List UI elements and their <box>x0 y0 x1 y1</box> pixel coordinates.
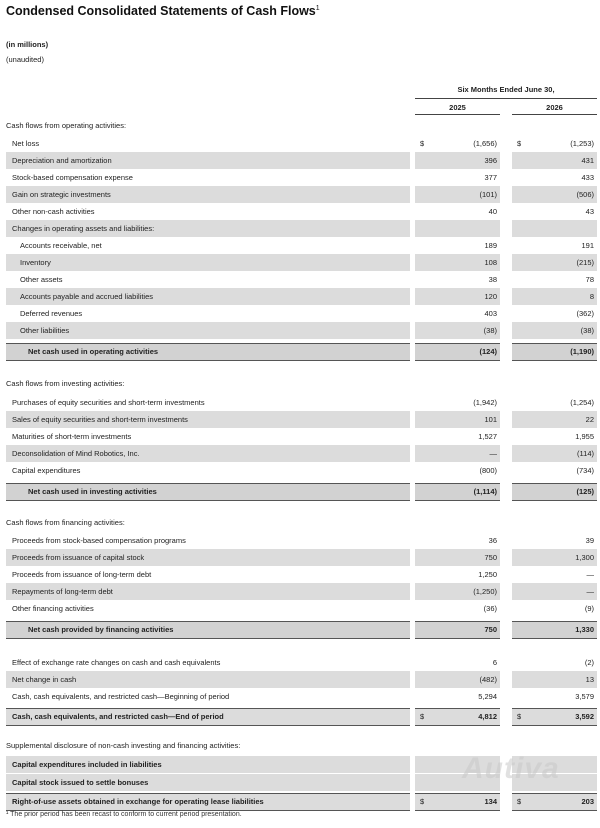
value-2025: (482) <box>479 675 497 684</box>
value-2026: (9) <box>584 604 594 613</box>
row-label: Net cash used in investing activities <box>28 487 157 496</box>
total-rule-top <box>415 621 500 622</box>
value-2026: 78 <box>585 275 594 284</box>
value-2025: — <box>489 449 497 458</box>
table-row <box>0 654 600 671</box>
total-rule-bottom <box>415 500 500 501</box>
row-value-cell-2025 <box>415 220 500 237</box>
total-rule-bottom <box>6 500 410 501</box>
row-label: Stock-based compensation expense <box>12 173 133 182</box>
total-rule-bottom <box>6 638 410 639</box>
row-label: Proceeds from issuance of capital stock <box>12 553 145 562</box>
row-label: Accounts receivable, net <box>20 241 102 250</box>
table-row <box>0 135 600 152</box>
unaudited-label: (unaudited) <box>6 55 44 64</box>
row-label: Net cash provided by financing activities <box>28 625 174 634</box>
section-heading: Cash flows from investing activities: <box>6 379 125 388</box>
value-2025: (36) <box>483 604 497 613</box>
value-2026: (215) <box>576 258 594 267</box>
value-2026: (125) <box>576 487 594 496</box>
table-row <box>0 793 600 810</box>
row-label: Deferred revenues <box>20 309 83 318</box>
total-rule-bottom <box>415 810 500 811</box>
total-rule-bottom <box>512 725 597 726</box>
value-2025: 36 <box>488 536 497 545</box>
value-2026: (38) <box>580 326 594 335</box>
value-2025: 120 <box>484 292 497 301</box>
row-label: Proceeds from issuance of long-term debt <box>12 570 152 579</box>
value-2026: 39 <box>585 536 594 545</box>
value-2026: (1,254) <box>570 398 594 407</box>
row-label: Other non-cash activities <box>12 207 95 216</box>
table-row <box>0 186 600 203</box>
total-rule-top <box>415 793 500 794</box>
total-rule-bottom <box>415 360 500 361</box>
total-rule-bottom <box>6 725 410 726</box>
table-row <box>0 411 600 428</box>
watermark-logo: Autiva <box>462 752 560 785</box>
table-row <box>0 671 600 688</box>
currency-symbol: $ <box>517 797 522 806</box>
table-row <box>0 532 600 549</box>
table-row <box>0 288 600 305</box>
total-rule-top <box>415 708 500 709</box>
table-row <box>0 394 600 411</box>
table-row <box>0 322 600 339</box>
table-row <box>0 549 600 566</box>
value-2026: — <box>586 587 594 596</box>
row-label: Deconsolidation of Mind Robotics, Inc. <box>12 449 140 458</box>
value-2026: 431 <box>581 156 594 165</box>
row-label: Proceeds from stock-based compensation programs <box>12 536 186 545</box>
value-2025: 134 <box>484 797 497 806</box>
value-2025: 396 <box>484 156 497 165</box>
value-2025: 750 <box>484 553 497 562</box>
currency-symbol: $ <box>517 139 522 148</box>
value-2026: (2) <box>584 658 594 667</box>
total-row <box>0 483 600 500</box>
value-2026: 3,579 <box>575 692 594 701</box>
total-rule-top <box>6 793 410 794</box>
value-2026: 433 <box>581 173 594 182</box>
currency-symbol: $ <box>420 797 425 806</box>
value-2025: (1,942) <box>473 398 497 407</box>
table-row <box>0 254 600 271</box>
section-heading: Supplemental disclosure of non-cash investing and financing activities: <box>6 741 241 750</box>
total-rule-top <box>6 343 410 344</box>
row-label: Cash, cash equivalents, and restricted cash—Beginning of period <box>12 692 230 701</box>
value-2026: 22 <box>585 415 594 424</box>
value-2026: 1,955 <box>575 432 594 441</box>
total-rule-bottom <box>512 500 597 501</box>
row-label: Sales of equity securities and short-term investments <box>12 415 188 424</box>
value-2026: (114) <box>577 449 594 458</box>
row-label: Maturities of short-term investments <box>12 432 132 441</box>
year-column-2026: 2026 <box>546 103 563 112</box>
value-2026: 8 <box>589 292 594 301</box>
table-row <box>0 600 600 617</box>
value-2025: 403 <box>484 309 497 318</box>
total-rule-bottom <box>512 810 597 811</box>
table-row <box>0 462 600 479</box>
row-label-cell <box>6 254 410 271</box>
value-2026: 3,592 <box>575 712 594 721</box>
value-2025: (1,656) <box>473 139 497 148</box>
row-label: Inventory <box>20 258 51 267</box>
table-row <box>0 271 600 288</box>
title-footnote-mark: 1 <box>315 4 320 12</box>
statement-title: Condensed Consolidated Statements of Cash Flows$^1$ <box>6 4 320 18</box>
total-rule-bottom <box>415 638 500 639</box>
total-rule-bottom <box>415 725 500 726</box>
total-row <box>0 621 600 638</box>
value-2025: 6 <box>492 658 497 667</box>
value-2026: (1,190) <box>570 347 594 356</box>
section-heading: Cash flows from financing activities: <box>6 518 125 527</box>
table-row <box>0 708 600 725</box>
table-row <box>0 445 600 462</box>
table-row <box>0 203 600 220</box>
row-label: Capital expenditures <box>12 466 81 475</box>
row-label: Purchases of equity securities and short-term investments <box>12 398 205 407</box>
total-rule-top <box>512 483 597 484</box>
row-label-cell <box>6 135 410 152</box>
currency-symbol: $ <box>517 712 522 721</box>
units-label: (in millions) <box>6 40 49 49</box>
row-label: Gain on strategic investments <box>12 190 111 199</box>
footnote: ¹ The prior period has been recast to conform to current period presentation. <box>6 811 242 818</box>
value-2025: 38 <box>488 275 497 284</box>
table-row <box>0 220 600 237</box>
total-rule-top <box>512 343 597 344</box>
value-2026: 203 <box>581 797 594 806</box>
value-2025: 1,250 <box>478 570 497 579</box>
total-rule-bottom <box>512 360 597 361</box>
value-2026: (1,253) <box>570 139 594 148</box>
value-2025: 40 <box>488 207 497 216</box>
total-rule-top <box>512 621 597 622</box>
currency-symbol: $ <box>420 712 425 721</box>
value-2026: 1,330 <box>575 625 594 634</box>
table-row <box>0 583 600 600</box>
total-rule-top <box>6 708 410 709</box>
year-rule-b <box>512 114 597 115</box>
total-rule-top <box>415 343 500 344</box>
value-2025: (1,250) <box>473 587 497 596</box>
table-row <box>0 237 600 254</box>
value-2026: (506) <box>576 190 594 199</box>
value-2026: 43 <box>585 207 594 216</box>
table-row <box>0 169 600 186</box>
row-label: Net change in cash <box>12 675 77 684</box>
year-column-2025: 2025 <box>449 103 466 112</box>
value-2026: 191 <box>581 241 594 250</box>
total-rule-top <box>415 483 500 484</box>
total-row <box>0 343 600 360</box>
value-2026: (734) <box>576 466 594 475</box>
value-2025: (101) <box>479 190 497 199</box>
value-2025: 750 <box>484 625 497 634</box>
value-2025: (124) <box>479 347 497 356</box>
table-row <box>0 305 600 322</box>
value-2026: (362) <box>576 309 594 318</box>
row-label: Changes in operating assets and liabilities: <box>12 224 155 233</box>
row-label: Other financing activities <box>12 604 94 613</box>
year-rule-a <box>415 114 500 115</box>
currency-symbol: $ <box>420 139 425 148</box>
table-row <box>0 688 600 705</box>
total-rule-bottom <box>512 638 597 639</box>
total-rule-top <box>512 708 597 709</box>
table-row <box>0 428 600 445</box>
total-rule-top <box>6 621 410 622</box>
row-label: Accounts payable and accrued liabilities <box>20 292 153 301</box>
value-2025: 5,294 <box>478 692 497 701</box>
value-2025: (1,114) <box>473 487 497 496</box>
row-label: Other assets <box>20 275 63 284</box>
row-label: Other liabilities <box>20 326 70 335</box>
row-label: Depreciation and amortization <box>12 156 112 165</box>
total-rule-top <box>6 483 410 484</box>
value-2025: 377 <box>484 173 497 182</box>
row-label: Right-of-use assets obtained in exchange for operating lease liabilities <box>12 797 264 806</box>
value-2026: 1,300 <box>575 553 594 562</box>
period-header-rule <box>415 98 597 99</box>
row-label: Net cash used in operating activities <box>28 347 159 356</box>
row-label: Repayments of long-term debt <box>12 587 113 596</box>
period-header: Six Months Ended June 30, <box>457 85 555 94</box>
value-2025: 4,812 <box>478 712 497 721</box>
section-heading: Cash flows from operating activities: <box>6 121 127 130</box>
value-2025: 108 <box>484 258 497 267</box>
table-row <box>0 566 600 583</box>
row-label: Effect of exchange rate changes on cash and cash equivalents <box>12 658 221 667</box>
total-rule-bottom <box>6 360 410 361</box>
value-2025: (800) <box>479 466 497 475</box>
row-label: Capital stock issued to settle bonuses <box>12 778 149 787</box>
value-2025: 189 <box>484 241 497 250</box>
row-value-cell-2026 <box>512 220 597 237</box>
row-label-cell <box>6 271 410 288</box>
value-2026: 13 <box>585 675 594 684</box>
total-rule-top <box>512 793 597 794</box>
value-2025: 101 <box>484 415 497 424</box>
row-label: Capital expenditures included in liabilities <box>12 760 162 769</box>
value-2025: 1,527 <box>478 432 497 441</box>
row-label: Cash, cash equivalents, and restricted cash—End of period <box>12 712 224 721</box>
row-label: Net loss <box>12 139 40 148</box>
value-2025: (38) <box>483 326 497 335</box>
table-row <box>0 152 600 169</box>
value-2026: — <box>586 570 594 579</box>
